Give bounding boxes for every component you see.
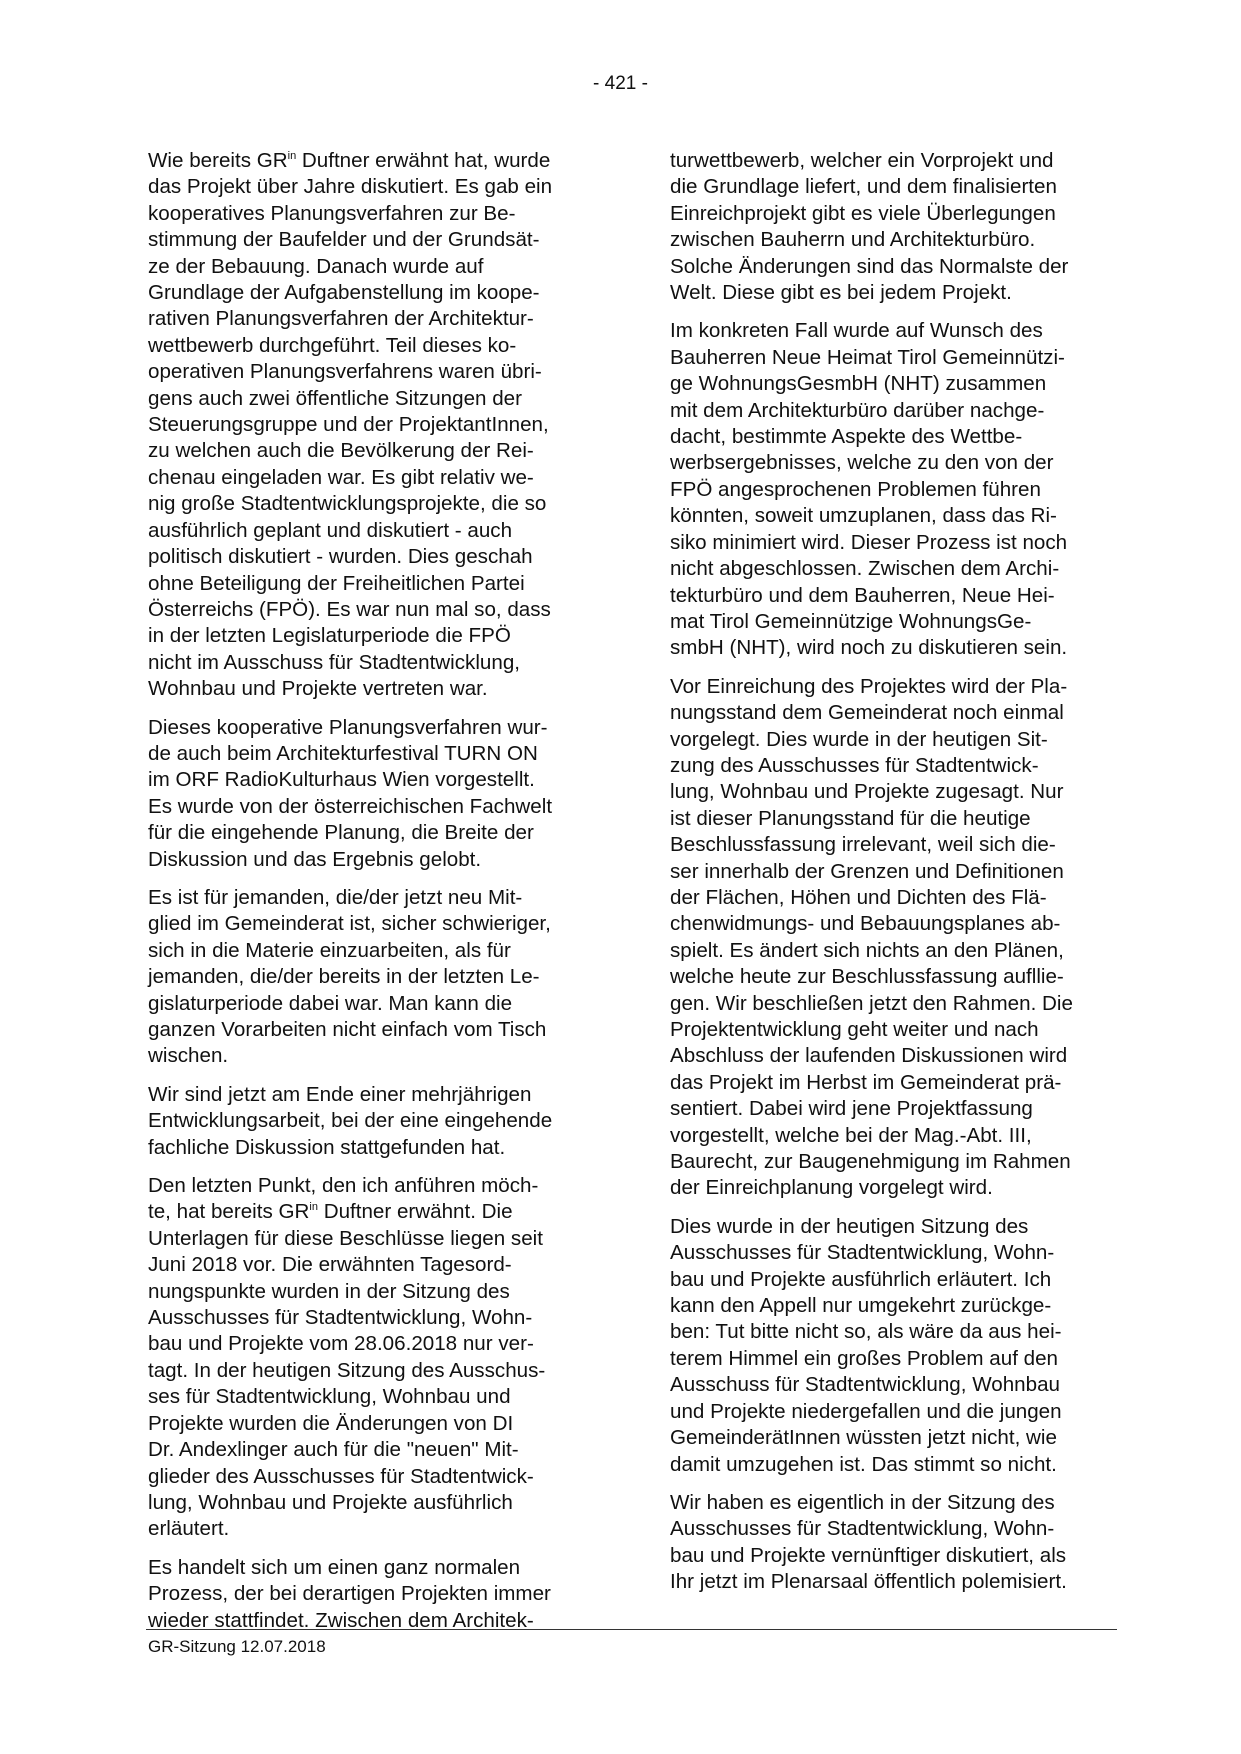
paragraph [148, 148, 593, 703]
text-run: Wir haben es eigentlich in der Sitzung des Ausschusses für Stadtentwicklung, Wohn- bau und Projekte vernünftiger diskutiert, als Ihr jetzt im Plenarsaal öffentlich polemisiert. [670, 1490, 1067, 1594]
footer-session-date: GR-Sitzung 12.07.2018 [148, 1637, 326, 1656]
text-run: Den letzten Punkt, den ich anführen möch- te, hat bereits GR [148, 1174, 539, 1224]
text-run: Es ist für jemanden, die/der jetzt neu Mit- glied im Gemeinderat ist, sicher schwieriger, sich in die Materie einzuarbeiten, als für jemanden, die/der bereits in der letzten Le- gislaturperiode dabei war. Man kann die ganzen Vorarbeiten nicht einfach vom Tisch wischen. [148, 885, 551, 1068]
paragraph [670, 148, 1115, 306]
paragraph [148, 885, 593, 1070]
page-number: - 421 - [593, 73, 648, 94]
text-run: Wie bereits GR [148, 149, 288, 172]
paragraph [148, 1082, 593, 1161]
paragraph [670, 318, 1115, 661]
paragraph [148, 1555, 593, 1634]
text-run: Im konkreten Fall wurde auf Wunsch des Bauherren Neue Heimat Tirol Gemeinnützi- ge WohnungsGesmbH (NHT) zusammen mit dem Architekturbüro darüber nachge- dacht, bestimmte Aspekte des Wettbe- werbsergebnisses, welche zu den von der FPÖ angesprochenen Problemen führen könnten, soweit umzuplanen, dass das Ri- siko minimiert wird. Dieser Prozess ist noch nicht abgeschlossen. Zwischen dem Archi- tekturbüro und dem Bauherren, Neue Hei- mat Tirol Gemeinnützige WohnungsGe- smbH (NHT), wird noch zu diskutieren sein. [670, 319, 1068, 660]
paragraph [148, 1173, 593, 1543]
footer-divider [146, 1629, 1117, 1630]
right-column [670, 148, 1115, 1608]
text-run: Duftner erwähnt. Die Unterlagen für diese Beschlüsse liegen seit Juni 2018 vor. Die erwähnten Tagesord- nungspunkte wurden in der Sitzung des Ausschusses für Stadtentwicklung, Wohn- bau und Projekte vom 28.06.2018 nur ver- tagt. In der heutigen Sitzung des Ausschus- ses für Stadtentwicklung, Wohnbau und Projekte wurden die Änderungen von DI Dr. Andexlinger auch für die "neuen" Mit- glieder des Ausschusses für Stadtentwick- lung, Wohnbau und Projekte ausführlich erläutert. [148, 1200, 546, 1541]
text-run: Es handelt sich um einen ganz normalen Prozess, der bei derartigen Projekten immer wieder stattfindet. Zwischen dem Architek- [148, 1555, 551, 1632]
paragraph [670, 674, 1115, 1202]
paragraph [148, 715, 593, 873]
superscript: in [309, 1201, 318, 1214]
text-run: Wir sind jetzt am Ende einer mehrjährigen Entwicklungsarbeit, bei der eine eingehende fachliche Diskussion stattgefunden hat. [148, 1082, 553, 1159]
text-run: Dieses kooperative Planungsverfahren wur- de auch beim Architekturfestival TURN ON im ORF RadioKulturhaus Wien vorgestellt. Es wurde von der österreichischen Fachwelt für die eingehende Planung, die Breite der Diskussion und das Ergebnis gelobt. [148, 715, 553, 871]
text-run: turwettbewerb, welcher ein Vorprojekt und die Grundlage liefert, und dem finalisierten Einreichprojekt gibt es viele Überlegungen zwischen Bauherrn und Architekturbüro. Solche Änderungen sind das Normalste der Welt. Diese gibt es bei jedem Projekt. [670, 149, 1069, 305]
text-run: Dies wurde in der heutigen Sitzung des Ausschusses für Stadtentwicklung, Wohn- bau und Projekte ausführlich erläutert. Ich kann den Appell nur umgekehrt zurückge- ben: Tut bitte nicht so, als wäre da aus hei- terem Himmel ein großes Problem auf den Ausschuss für Stadtentwicklung, Wohnbau und Projekte niedergefallen und die jungen GemeinderätInnen wüssten jetzt nicht, wie damit umzugehen ist. Das stimmt so nicht. [670, 1214, 1062, 1476]
text-run: Vor Einreichung des Projektes wird der Pla- nungsstand dem Gemeinderat noch einmal vorgelegt. Dies wurde in der heutigen Sit- zung des Ausschusses für Stadtentwick- lung, Wohnbau und Projekte zugesagt. Nur ist dieser Planungsstand für die heutige Beschlussfassung irrelevant, weil sich die- ser innerhalb der Grenzen und Definitionen der Flächen, Höhen und Dichten des Flä- chenwidmungs- und Bebauungsplanes ab- spielt. Es ändert sich nichts an den Plänen, welche heute zur Beschlussfassung aufllie- gen. Wir beschließen jetzt den Rahmen. Die Projektentwicklung geht weiter und nach Abschluss der laufenden Diskussionen wird das Projekt im Herbst im Gemeinderat prä- sentiert. Dabei wird jene Projektfassung vorgestellt, welche bei der Mag.-Abt. III, Baurecht, zur Baugenehmigung im Rahmen der Einreichplanung vorgelegt wird. [670, 674, 1073, 1200]
superscript: in [287, 150, 297, 163]
paragraph [670, 1214, 1115, 1478]
paragraph [670, 1490, 1115, 1596]
text-run: Duftner erwähnt hat, wurde das Projekt über Jahre diskutiert. Es gab ein kooperatives Planungsverfahren zur Be- stimmung der Baufelder und der Grundsät- ze der Bebauung. Danach wurde auf Grundlage der Aufgabenstellung im koope- rativen Planungsverfahren der Architektur- wettbewerb durchgeführt. Teil dieses ko- operativen Planungsverfahrens waren übri- gens auch zwei öffentliche Sitzungen der Steuerungsgruppe und der ProjektantInnen, zu welchen auch die Bevölkerung der Rei- chenau eingeladen war. Es gibt relativ we- nig große Stadtentwicklungsprojekte, die so ausführlich geplant und diskutiert - auch politisch diskutiert - wurden. Dies geschah ohne Beteiligung der Freiheitlichen Partei Österreichs (FPÖ). Es war nun mal so, dass in der letzten Legislaturperiode die FPÖ nicht im Ausschuss für Stadtentwicklung, Wohnbau und Projekte vertreten war. [148, 149, 553, 701]
left-column [148, 148, 593, 1646]
